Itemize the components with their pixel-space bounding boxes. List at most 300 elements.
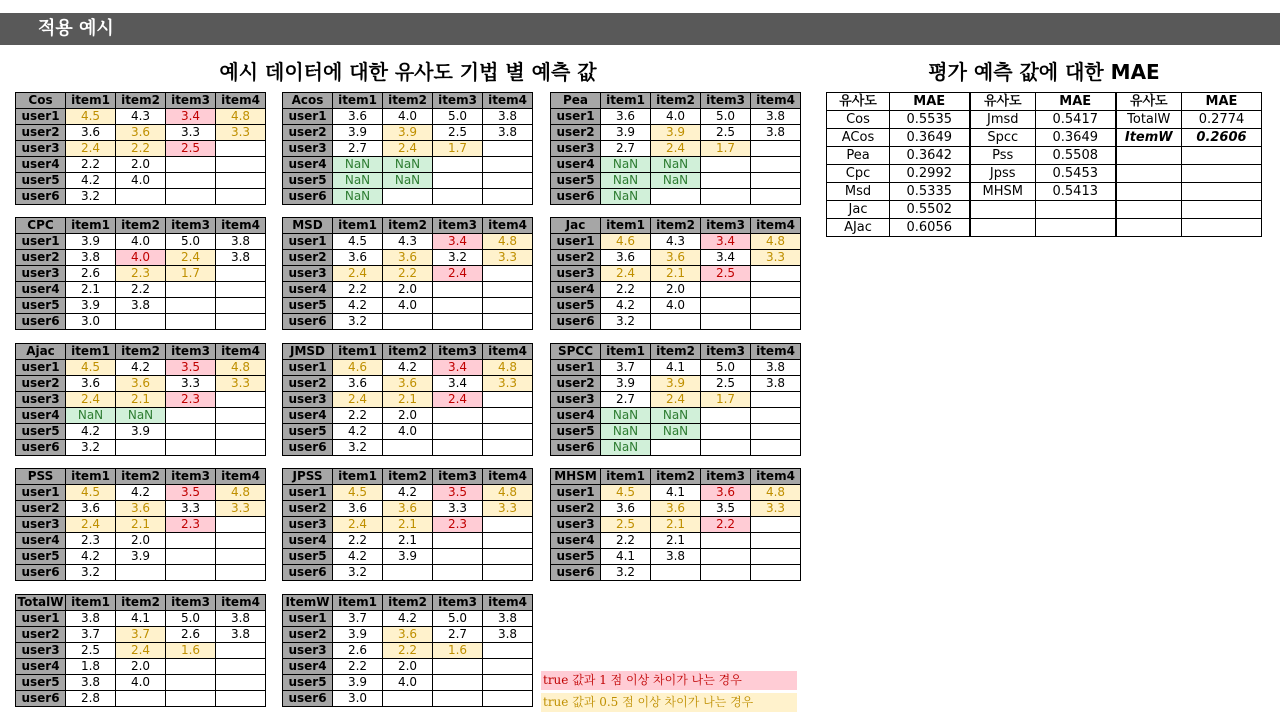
value-cell (751, 408, 801, 424)
row-label: user6 (283, 691, 333, 707)
value-cell: 2.1 (383, 392, 433, 408)
row-label: user4 (551, 533, 601, 549)
legend-red-note: true 값과 1 점 이상 차이가 나는 경우 (541, 671, 797, 690)
row-label: user1 (283, 109, 333, 125)
value-cell (751, 157, 801, 173)
column-header: item1 (601, 469, 651, 485)
table-row (283, 691, 533, 707)
table-header-row (16, 218, 266, 234)
column-header: item1 (66, 344, 116, 360)
value-cell: 3.8 (66, 675, 116, 691)
column-header: item3 (433, 93, 483, 109)
value-cell: NaN (651, 157, 701, 173)
value-cell (216, 141, 266, 157)
value-cell (701, 314, 751, 330)
value-cell: 2.2 (333, 282, 383, 298)
header-bar (0, 13, 1280, 45)
value-cell (751, 173, 801, 189)
table-row (16, 157, 266, 173)
value-cell: 4.1 (116, 611, 166, 627)
table-header-row (16, 93, 266, 109)
value-cell: 2.6 (166, 627, 216, 643)
column-header: item3 (433, 469, 483, 485)
value-cell (751, 282, 801, 298)
value-cell: 3.0 (66, 314, 116, 330)
value-cell: 3.2 (601, 565, 651, 581)
value-cell: 3.3 (433, 501, 483, 517)
value-cell: 3.6 (66, 501, 116, 517)
value-cell: 2.0 (116, 533, 166, 549)
value-cell: 3.3 (751, 501, 801, 517)
value-cell: 3.3 (216, 125, 266, 141)
table-row (16, 549, 266, 565)
value-cell: 2.2 (116, 282, 166, 298)
mae-row (827, 129, 1262, 147)
value-cell (166, 549, 216, 565)
value-cell: 3.8 (751, 125, 801, 141)
table-pss (15, 468, 266, 581)
value-cell: 2.2 (383, 266, 433, 282)
table-row (283, 173, 533, 189)
value-cell (116, 440, 166, 456)
value-cell: 3.6 (651, 250, 701, 266)
value-cell (433, 298, 483, 314)
main-title: 예시 데이터에 대한 유사도 기법 별 예측 값 (219, 60, 597, 84)
value-cell: 3.2 (333, 565, 383, 581)
column-header: item4 (483, 218, 533, 234)
value-cell: 2.4 (66, 517, 116, 533)
mae-cell (970, 219, 1036, 237)
value-cell: 3.9 (333, 627, 383, 643)
value-cell: 3.4 (701, 250, 751, 266)
value-cell (433, 565, 483, 581)
table-cpc (15, 217, 266, 330)
row-label: user3 (16, 141, 66, 157)
mae-cell: 0.6056 (890, 219, 970, 237)
row-label: user2 (551, 376, 601, 392)
value-cell (701, 549, 751, 565)
value-cell: 2.7 (333, 141, 383, 157)
value-cell (166, 314, 216, 330)
table-row (16, 424, 266, 440)
value-cell: NaN (383, 157, 433, 173)
mae-row (827, 219, 1262, 237)
value-cell: 4.2 (333, 424, 383, 440)
value-cell (433, 440, 483, 456)
value-cell (166, 173, 216, 189)
value-cell (433, 408, 483, 424)
value-cell (166, 298, 216, 314)
column-header: item2 (651, 218, 701, 234)
table-name: ItemW (283, 595, 333, 611)
mae-table (826, 92, 1262, 237)
row-label: user3 (16, 517, 66, 533)
value-cell: 2.2 (66, 157, 116, 173)
value-cell: 2.0 (116, 157, 166, 173)
value-cell: NaN (601, 408, 651, 424)
table-row (16, 440, 266, 456)
mae-cell: 0.5535 (890, 111, 970, 129)
table-row (283, 611, 533, 627)
value-cell (751, 565, 801, 581)
value-cell: 4.0 (383, 298, 433, 314)
row-label: user6 (551, 189, 601, 205)
column-header: item3 (701, 469, 751, 485)
value-cell: NaN (601, 440, 651, 456)
value-cell: 2.1 (116, 392, 166, 408)
mae-cell (1182, 201, 1262, 219)
mae-cell: 0.2774 (1182, 111, 1262, 129)
value-cell (751, 517, 801, 533)
mae-row (827, 201, 1262, 219)
value-cell (701, 157, 751, 173)
row-label: user5 (283, 549, 333, 565)
column-header: item3 (166, 93, 216, 109)
table-name: Cos (16, 93, 66, 109)
column-header: item1 (66, 595, 116, 611)
value-cell: 1.6 (433, 643, 483, 659)
value-cell: 3.6 (383, 250, 433, 266)
value-cell: NaN (601, 424, 651, 440)
table-row (16, 250, 266, 266)
row-label: user4 (16, 533, 66, 549)
row-label: user3 (283, 643, 333, 659)
mae-cell (970, 201, 1036, 219)
value-cell: 3.6 (601, 109, 651, 125)
mae-cell: ACos (827, 129, 890, 147)
table-row (283, 234, 533, 250)
row-label: user1 (283, 611, 333, 627)
header-title: 적용 예시 (38, 18, 114, 39)
value-cell: NaN (333, 157, 383, 173)
value-cell: 4.3 (651, 234, 701, 250)
table-header-row (16, 595, 266, 611)
row-label: user2 (283, 501, 333, 517)
value-cell: 3.6 (116, 501, 166, 517)
value-cell: 4.0 (651, 109, 701, 125)
value-cell (651, 189, 701, 205)
table-row (283, 485, 533, 501)
row-label: user4 (16, 659, 66, 675)
table-row (283, 141, 533, 157)
value-cell (483, 517, 533, 533)
mae-cell: Cpc (827, 165, 890, 183)
value-cell (701, 440, 751, 456)
table-row (283, 549, 533, 565)
table-jmsd (282, 343, 533, 456)
table-row (16, 408, 266, 424)
value-cell: 3.6 (651, 501, 701, 517)
row-label: user6 (551, 314, 601, 330)
row-label: user3 (551, 392, 601, 408)
value-cell: 3.9 (601, 376, 651, 392)
value-cell: 3.6 (383, 501, 433, 517)
value-cell: 3.8 (651, 549, 701, 565)
table-row (16, 360, 266, 376)
table-row (283, 189, 533, 205)
value-cell: 2.5 (166, 141, 216, 157)
row-label: user6 (16, 314, 66, 330)
value-cell (483, 298, 533, 314)
mae-cell (1182, 219, 1262, 237)
value-cell: 3.5 (701, 501, 751, 517)
value-cell: NaN (651, 173, 701, 189)
row-label: user1 (16, 109, 66, 125)
table-row (551, 440, 801, 456)
value-cell: 3.6 (66, 376, 116, 392)
value-cell (216, 408, 266, 424)
value-cell (383, 565, 433, 581)
mae-cell: 0.2606 (1182, 129, 1262, 147)
value-cell: 4.1 (601, 549, 651, 565)
value-cell: 3.3 (751, 250, 801, 266)
value-cell (166, 691, 216, 707)
value-cell (433, 549, 483, 565)
value-cell (166, 675, 216, 691)
table-row (551, 392, 801, 408)
table-header-row (551, 93, 801, 109)
row-label: user3 (551, 141, 601, 157)
mae-cell (1182, 165, 1262, 183)
value-cell: 2.4 (66, 141, 116, 157)
value-cell: 2.1 (651, 517, 701, 533)
table-row (551, 125, 801, 141)
table-row (16, 627, 266, 643)
table-row (283, 314, 533, 330)
value-cell: 2.7 (601, 392, 651, 408)
value-cell: NaN (601, 157, 651, 173)
table-totalw (15, 594, 266, 707)
column-header: item4 (216, 344, 266, 360)
table-row (16, 298, 266, 314)
row-label: user4 (551, 408, 601, 424)
value-cell: 2.5 (701, 376, 751, 392)
value-cell: 4.0 (116, 173, 166, 189)
row-label: user6 (16, 440, 66, 456)
row-label: user3 (551, 517, 601, 533)
mae-column-header: MAE (890, 93, 970, 111)
value-cell: 4.2 (383, 611, 433, 627)
table-row (283, 517, 533, 533)
row-label: user5 (551, 173, 601, 189)
mae-cell: Cos (827, 111, 890, 129)
row-label: user4 (283, 533, 333, 549)
value-cell: 4.2 (333, 298, 383, 314)
value-cell (483, 282, 533, 298)
value-cell: 4.8 (483, 485, 533, 501)
mae-cell: 0.5508 (1036, 147, 1116, 165)
table-name: CPC (16, 218, 66, 234)
value-cell (433, 173, 483, 189)
value-cell: 3.8 (216, 234, 266, 250)
mae-column-header: 유사도 (970, 93, 1036, 111)
value-cell: 2.6 (333, 643, 383, 659)
value-cell: 4.5 (66, 360, 116, 376)
row-label: user4 (551, 157, 601, 173)
value-cell: 2.4 (383, 141, 433, 157)
mae-cell: 0.3642 (890, 147, 970, 165)
value-cell: 3.9 (651, 376, 701, 392)
value-cell (216, 189, 266, 205)
table-row (16, 643, 266, 659)
value-cell: 3.7 (66, 627, 116, 643)
value-cell: 2.2 (333, 533, 383, 549)
value-cell: 4.0 (651, 298, 701, 314)
value-cell: 3.4 (433, 360, 483, 376)
value-cell: 4.6 (333, 360, 383, 376)
table-row (283, 659, 533, 675)
table-row (551, 424, 801, 440)
value-cell: 2.3 (116, 266, 166, 282)
table-row (551, 501, 801, 517)
row-label: user3 (283, 266, 333, 282)
mae-cell (1182, 147, 1262, 165)
column-header: item1 (333, 344, 383, 360)
row-label: user5 (551, 424, 601, 440)
value-cell: 4.1 (651, 485, 701, 501)
mae-column-header: MAE (1036, 93, 1116, 111)
value-cell: 5.0 (433, 611, 483, 627)
value-cell: 4.5 (66, 109, 116, 125)
value-cell: 3.4 (166, 109, 216, 125)
value-cell: 2.2 (601, 282, 651, 298)
value-cell: 4.2 (116, 485, 166, 501)
value-cell: 2.0 (383, 282, 433, 298)
table-spcc (550, 343, 801, 456)
mae-header-row (827, 93, 1262, 111)
mae-cell (1116, 201, 1182, 219)
value-cell: 3.3 (166, 376, 216, 392)
value-cell: 4.8 (216, 485, 266, 501)
value-cell (216, 266, 266, 282)
value-cell (483, 157, 533, 173)
table-row (551, 157, 801, 173)
value-cell: NaN (66, 408, 116, 424)
value-cell (483, 565, 533, 581)
value-cell: 3.6 (701, 485, 751, 501)
value-cell: 3.7 (333, 611, 383, 627)
value-cell (751, 533, 801, 549)
mae-cell: Jmsd (970, 111, 1036, 129)
value-cell: 3.8 (751, 109, 801, 125)
value-cell: 4.0 (383, 109, 433, 125)
table-row (551, 533, 801, 549)
table-row (283, 250, 533, 266)
column-header: item4 (216, 469, 266, 485)
row-label: user1 (551, 234, 601, 250)
value-cell: 2.4 (651, 141, 701, 157)
column-header: item3 (166, 469, 216, 485)
value-cell: 3.9 (116, 549, 166, 565)
table-row (16, 392, 266, 408)
table-msd (282, 217, 533, 330)
value-cell: 3.8 (483, 109, 533, 125)
table-header-row (283, 595, 533, 611)
value-cell: 5.0 (433, 109, 483, 125)
row-label: user3 (16, 266, 66, 282)
value-cell: 3.6 (116, 125, 166, 141)
row-label: user1 (551, 485, 601, 501)
table-row (283, 533, 533, 549)
table-itemw (282, 594, 533, 707)
value-cell: 3.7 (116, 627, 166, 643)
value-cell: NaN (333, 189, 383, 205)
value-cell: 3.9 (651, 125, 701, 141)
row-label: user4 (283, 282, 333, 298)
table-cos (15, 92, 266, 205)
row-label: user5 (16, 424, 66, 440)
table-name: Ajac (16, 344, 66, 360)
row-label: user3 (283, 141, 333, 157)
value-cell: 2.3 (66, 533, 116, 549)
table-row (283, 440, 533, 456)
column-header: item4 (216, 93, 266, 109)
value-cell: 4.0 (116, 250, 166, 266)
value-cell (483, 424, 533, 440)
table-ajac (15, 343, 266, 456)
value-cell: 3.8 (483, 611, 533, 627)
value-cell (433, 157, 483, 173)
mae-cell (1116, 147, 1182, 165)
value-cell: 4.8 (216, 360, 266, 376)
table-row (551, 314, 801, 330)
value-cell: 2.2 (116, 141, 166, 157)
column-header: item2 (116, 93, 166, 109)
value-cell (701, 282, 751, 298)
value-cell (166, 157, 216, 173)
value-cell: 2.4 (166, 250, 216, 266)
table-header-row (283, 469, 533, 485)
table-row (551, 141, 801, 157)
table-row (16, 517, 266, 533)
value-cell (216, 282, 266, 298)
value-cell (116, 189, 166, 205)
value-cell (751, 440, 801, 456)
row-label: user2 (283, 376, 333, 392)
mae-cell (1036, 219, 1116, 237)
column-header: item3 (433, 218, 483, 234)
mae-cell (1116, 183, 1182, 201)
value-cell: 4.2 (66, 424, 116, 440)
value-cell: 3.6 (333, 501, 383, 517)
table-header-row (283, 344, 533, 360)
row-label: user3 (16, 643, 66, 659)
table-name: MSD (283, 218, 333, 234)
mae-cell: 0.5417 (1036, 111, 1116, 129)
table-row (551, 517, 801, 533)
row-label: user4 (16, 282, 66, 298)
table-row (283, 565, 533, 581)
value-cell: 4.5 (66, 485, 116, 501)
value-cell (483, 314, 533, 330)
table-row (16, 125, 266, 141)
column-header: item4 (483, 93, 533, 109)
table-row (16, 691, 266, 707)
value-cell: 3.9 (601, 125, 651, 141)
table-row (551, 408, 801, 424)
value-cell: 3.2 (66, 565, 116, 581)
column-header: item4 (751, 218, 801, 234)
value-cell (483, 549, 533, 565)
table-name: Acos (283, 93, 333, 109)
value-cell: 2.0 (651, 282, 701, 298)
value-cell (166, 659, 216, 675)
value-cell: 3.4 (433, 234, 483, 250)
value-cell (701, 173, 751, 189)
value-cell: 4.2 (383, 360, 433, 376)
column-header: item2 (651, 469, 701, 485)
row-label: user4 (283, 659, 333, 675)
